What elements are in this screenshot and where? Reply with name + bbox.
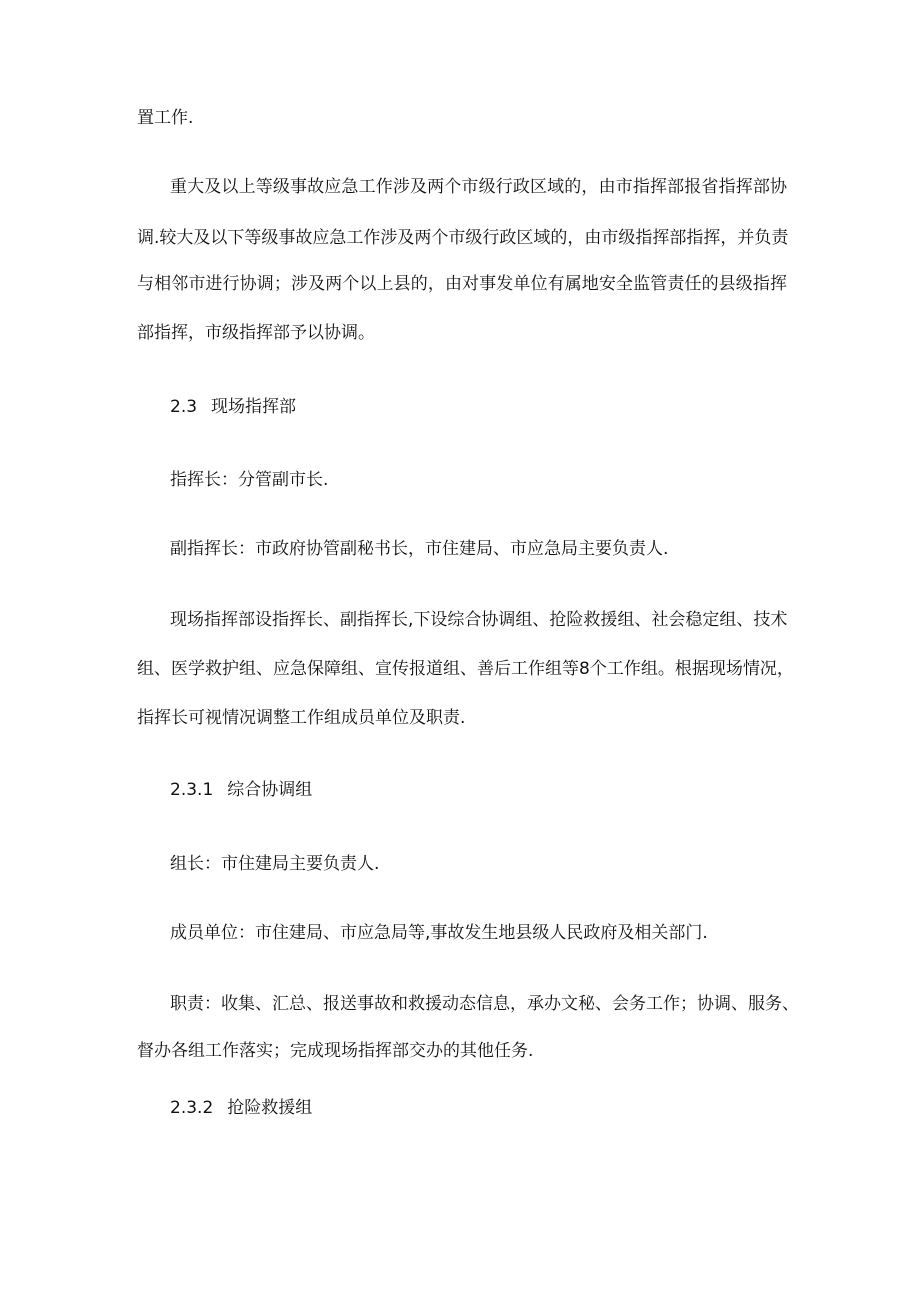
paragraph-line: 部指挥，市级指挥部予以协调。 xyxy=(137,323,375,343)
paragraph-line: 重大及以上等级事故应急工作涉及两个市级行政区域的，由市指挥部报省指挥部协 xyxy=(170,177,787,197)
section-number: 2.3 xyxy=(170,397,198,417)
section-number: 2.3.1 xyxy=(170,780,214,800)
paragraph-line: 指挥长可视情况调整工作组成员单位及职责. xyxy=(137,708,466,728)
paragraph-line: 调.较大及以下等级事故应急工作涉及两个市级行政区域的，由市级指挥部指挥，并负责 xyxy=(137,228,789,248)
section-number: 2.3.2 xyxy=(170,1098,214,1118)
paragraph-line: 组、医学救护组、应急保障组、宣传报道组、善后工作组等8个工作组。根据现场情况， xyxy=(137,659,794,679)
paragraph-line: 督办各组工作落实；完成现场指挥部交办的其他任务. xyxy=(137,1041,534,1061)
paragraph-line: 成员单位：市住建局、市应急局等,事故发生地县级人民政府及相关部门. xyxy=(170,923,708,943)
section-title: 综合协调组 xyxy=(227,780,313,800)
section-heading-2-3-1 xyxy=(170,779,312,801)
section-heading-2-3 xyxy=(170,396,296,418)
paragraph-line: 指挥长：分管副市长. xyxy=(170,470,329,490)
paragraph-line: 与相邻市进行协调；涉及两个以上县的，由对事发单位有属地安全监管责任的县级指挥 xyxy=(137,274,787,294)
paragraph-line: 组长：市住建局主要负责人. xyxy=(170,854,380,874)
paragraph-line: 置工作. xyxy=(137,108,194,128)
paragraph-line: 副指挥长：市政府协管副秘书长，市住建局、市应急局主要负责人. xyxy=(170,539,669,559)
section-heading-2-3-2 xyxy=(170,1097,312,1119)
paragraph-line: 职责：收集、汇总、报送事故和救援动态信息，承办文秘、会务工作；协调、服务、 xyxy=(170,994,799,1014)
section-title: 现场指挥部 xyxy=(211,397,297,417)
section-title: 抢险救援组 xyxy=(227,1098,313,1118)
paragraph-line: 现场指挥部设指挥长、副指挥长,下设综合协调组、抢险救援组、社会稳定组、技术 xyxy=(170,610,788,630)
